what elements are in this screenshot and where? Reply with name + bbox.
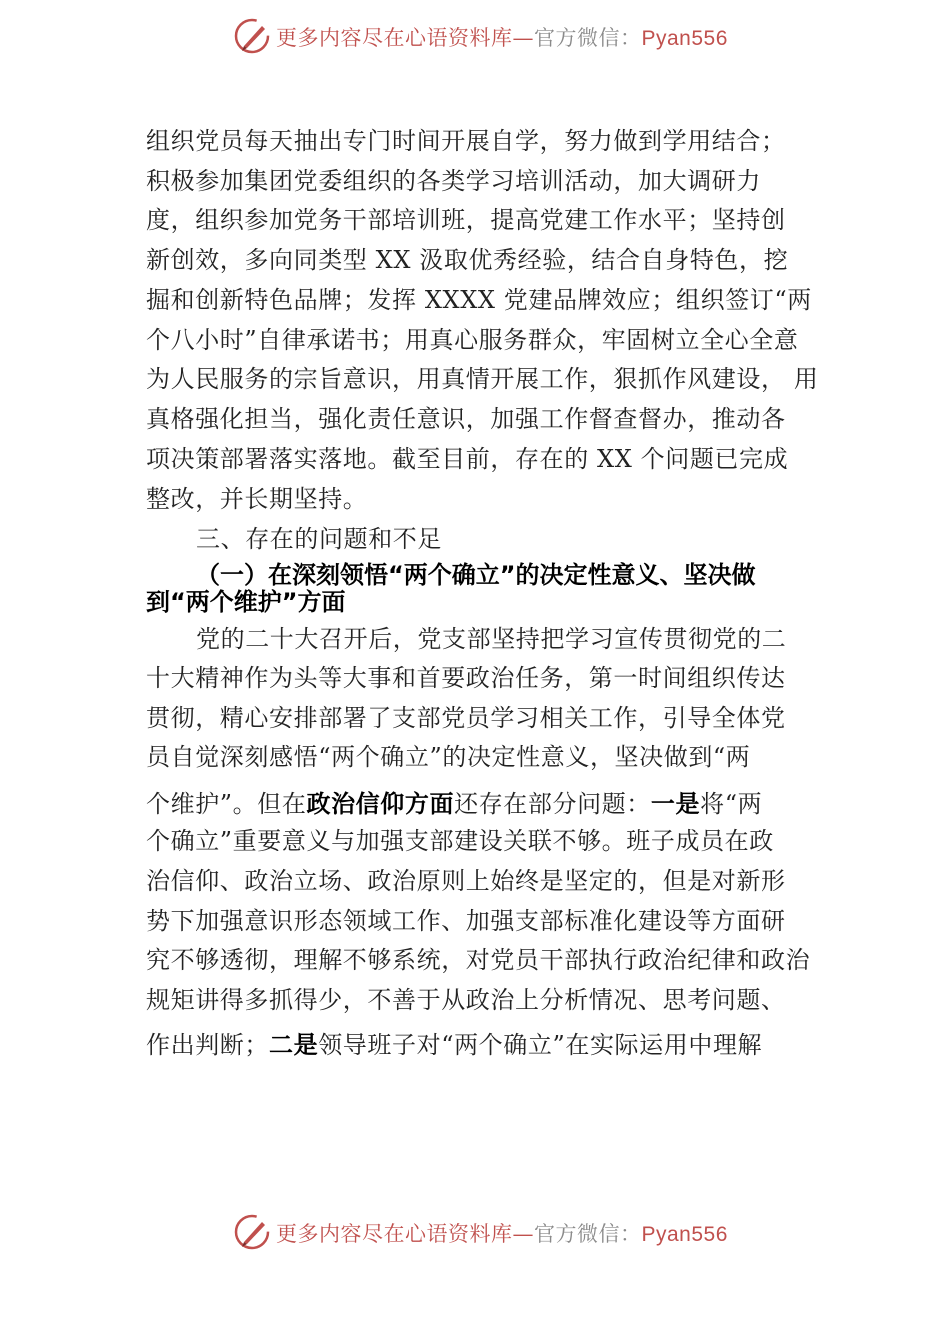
text-line: 个确立”重要意义与加强支部建设关联不够。班子成员在政 (146, 827, 774, 855)
watermark-banner-top (0, 12, 950, 62)
text-line: 个维护”。但在政治信仰方面还存在部分问题：一是将“两 (146, 790, 763, 818)
banner-wechat-label: 官方微信： (534, 26, 642, 50)
subsection-heading: （一）在深刻领悟“两个确立”的决定性意义、坚决做 (196, 561, 756, 589)
banner-wechat-id: Pyan556 (641, 1223, 728, 1246)
text-line: 组织党员每天抽出专门时间开展自学，努力做到学用结合； (146, 127, 786, 155)
text-line: 势下加强意识形态领域工作、加强支部标准化建设等方面研 (146, 907, 786, 935)
banner-main-text: 更多内容尽在心语资料库 (276, 1222, 513, 1246)
text-line: 为人民服务的宗旨意识，用真情开展工作，狠抓作风建设， 用 (146, 365, 819, 393)
watermark-banner-bottom (0, 1208, 950, 1258)
banner-separator: — (512, 1222, 534, 1246)
text-line: 作出判断；二是领导班子对“两个确立”在实际运用中理解 (146, 1031, 763, 1059)
pen-logo-icon (232, 1212, 272, 1252)
text-line: 贯彻，精心安排部署了支部党员学习相关工作，引导全体党 (146, 704, 786, 732)
banner-main-text: 更多内容尽在心语资料库 (276, 26, 513, 50)
subsection-heading-cont: 到“两个维护”方面 (146, 588, 346, 616)
bold-phrase: 一是 (650, 790, 701, 818)
banner-separator: — (512, 26, 534, 50)
bold-phrase: 政治信仰方面 (306, 790, 455, 818)
banner-text (276, 1218, 728, 1248)
text-line: 项决策部署落实落地。截至目前，存在的 XX 个问题已完成 (146, 445, 789, 473)
pen-logo-icon (232, 16, 272, 56)
text-line: 整改，并长期坚持。 (146, 485, 368, 513)
text-line: 真格强化担当，强化责任意识，加强工作督查督办，推动各 (146, 405, 786, 433)
text-line: 规矩讲得多抓得少，不善于从政治上分析情况、思考问题、 (146, 986, 786, 1014)
text-line: 党的二十大召开后，党支部坚持把学习宣传贯彻党的二 (196, 625, 787, 653)
banner-wechat-label: 官方微信： (534, 1222, 642, 1246)
section-title: 三、存在的问题和不足 (196, 525, 442, 553)
text-line: 新创效，多向同类型 XX 汲取优秀经验，结合自身特色，挖 (146, 246, 789, 274)
text-line: 十大精神作为头等大事和首要政治任务，第一时间组织传达 (146, 664, 786, 692)
text-line: 积极参加集团党委组织的各类学习培训活动，加大调研力 (146, 167, 761, 195)
text-line: 究不够透彻，理解不够系统，对党员干部执行政治纪律和政治 (146, 946, 811, 974)
bold-phrase: 二是 (269, 1031, 319, 1059)
text-line: 员自觉深刻感悟“两个确立”的决定性意义，坚决做到“两 (146, 743, 751, 771)
text-line: 治信仰、政治立场、政治原则上始终是坚定的，但是对新形 (146, 867, 786, 895)
text-line: 掘和创新特色品牌；发挥 XXXX 党建品牌效应；组织签订“两 (146, 286, 812, 314)
banner-text (276, 22, 728, 52)
text-line: 个八小时”自律承诺书；用真心服务群众，牢固树立全心全意 (146, 326, 799, 354)
text-line: 度，组织参加党务干部培训班，提高党建工作水平；坚持创 (146, 206, 786, 234)
banner-wechat-id: Pyan556 (641, 27, 728, 50)
